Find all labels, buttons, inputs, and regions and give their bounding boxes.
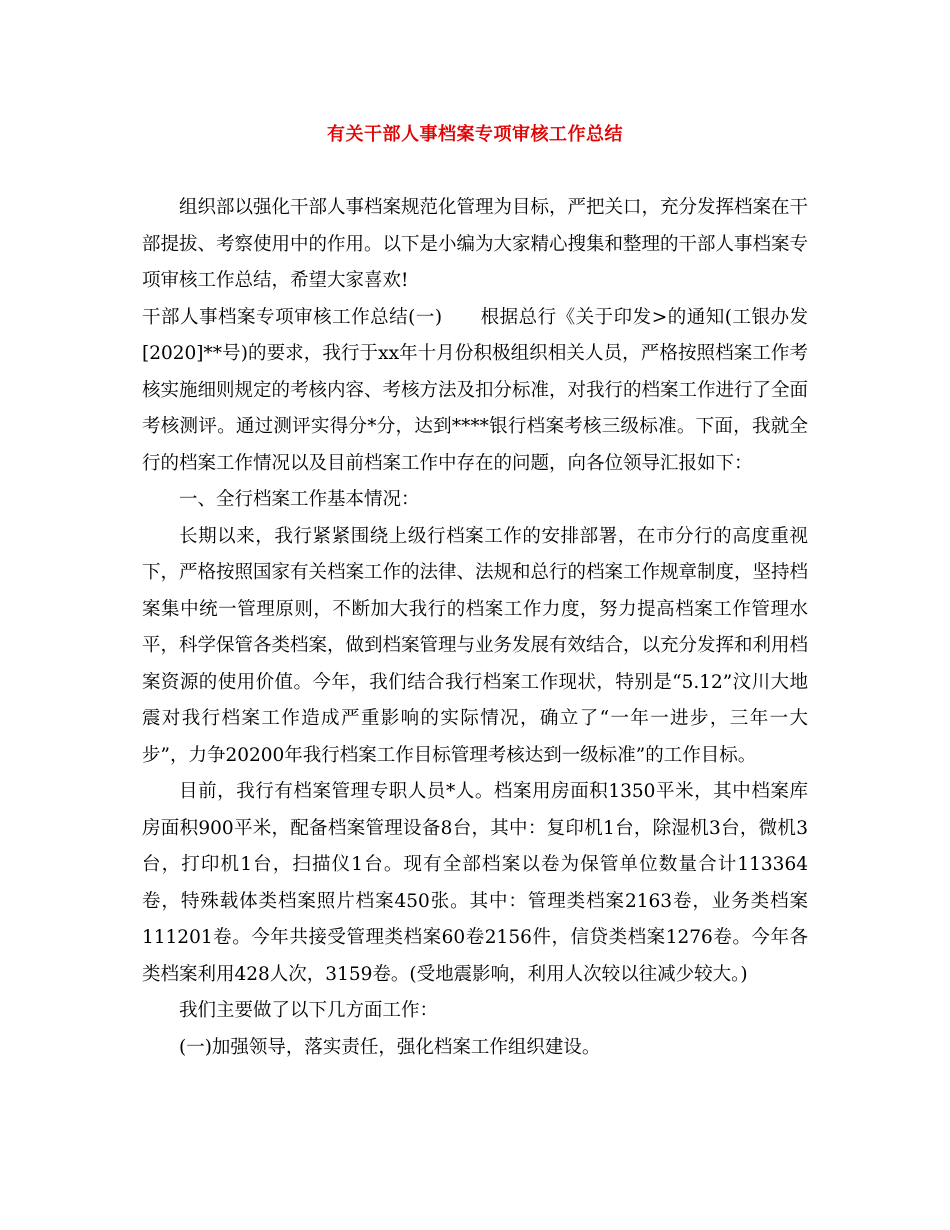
work-done-paragraph: 我们主要做了以下几方面工作： <box>179 1000 439 1021</box>
intro-paragraph: 组织部以强化干部人事档案规范化管理为目标，严把关口，充分发挥档案在干部提拔、考察使用中的作用。以下是小编为大家精心搜集和整理的干部人事档案专项审核工作总结，希望大家喜欢! <box>142 197 809 291</box>
long-term-paragraph: 长期以来，我行紧紧围绕上级行档案工作的安排部署，在市分行的高度重视下，严格按照国家有关档案工作的法律、法规和总行的档案工作规章制度，坚持档案集中统一管理原则，不断加大我行的档案工作力度，努力提高档案工作管理水平，科学保管各类档案，做到档案管理与业务发展有效结合，以充分发挥和利用档案资源的使用价值。今年，我们结合我行档案工作现状，特别是“5.12”汶川大地震对我行档案工作造成严重影响的实际情况，确立了“一年一进步，三年一大步”，力争20200年我行档案工作目标管理考核达到一级标准”的工作目标。 <box>142 525 809 766</box>
current-status-paragraph: 目前，我行有档案管理专职人员*人。档案用房面积1350平米，其中档案库房面积900平米，配备档案管理设备8台，其中：复印机1台，除湿机3台，微机3台，打印机1台，扫描仪1台。现有全部档案以卷为保管单位数量合计113364卷，特殊载体类档案照片档案450张。其中：管理类档案2163卷，业务类档案111201卷。今年共接受管理类档案60卷2156件，信贷类档案1276卷。今年各类档案利用428人次，3159卷。(受地震影响，利用人次较以往减少较大。) <box>142 781 808 985</box>
document-body <box>142 190 808 1066</box>
document-title: 有关干部人事档案专项审核工作总结 <box>327 124 623 145</box>
subheading-leadership: (一)加强领导，落实责任，强化档案工作组织建设。 <box>179 1036 601 1058</box>
heading-basic-situation: 一、全行档案工作基本情况： <box>179 489 420 510</box>
section-one-paragraph: 干部人事档案专项审核工作总结(一) 根据总行《关于印发>的通知(工银办发[2020]**号)的要求，我行于xx年十月份积极组织相关人员，严格按照档案工作考核实施细则规定的考核内容、考核方法及扣分标准，对我行的档案工作进行了全面考核测评。通过测评实得分*分，达到****银行档案考核三级标准。下面，我就全行的档案工作情况以及目前档案工作中存在的问题，向各位领导汇报如下： <box>142 306 809 474</box>
